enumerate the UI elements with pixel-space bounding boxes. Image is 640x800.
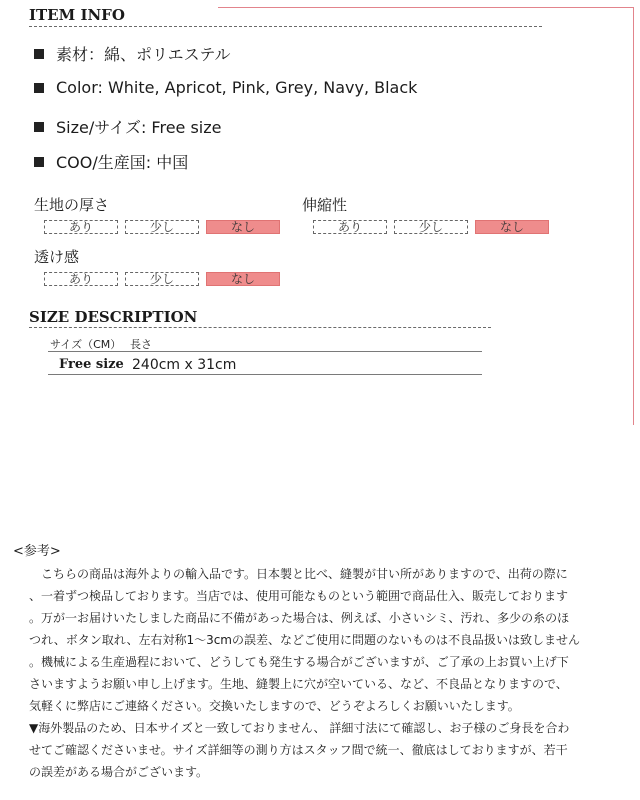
size-description-divider xyxy=(29,327,491,328)
info-row-text: Size/サイズ: Free size xyxy=(56,118,222,137)
size-description-title: SIZE DESCRIPTION xyxy=(29,308,198,326)
stretch-option-little: 少し xyxy=(394,220,468,234)
reference-line: 、一着ずつ検品しております。当店では、使用可能なものという範囲で商品仕入、販売しております xyxy=(29,589,569,603)
reference-line: つれ、ボタン取れ、左右対称1～3cmの誤差、などご使用に問題のないものは不良品扱いは致しません xyxy=(29,633,581,647)
decorative-frame-right xyxy=(633,7,634,425)
info-row-coo xyxy=(34,150,188,173)
info-row-text: Color: White, Apricot, Pink, Grey, Navy, Black xyxy=(56,78,418,97)
item-info-divider xyxy=(29,26,542,27)
info-row-text: COO/生産国: 中国 xyxy=(56,153,189,172)
info-row-color xyxy=(34,78,417,97)
reference-line: の誤差がある場合がございます。 xyxy=(29,765,209,779)
sheer-option-little: 少し xyxy=(125,272,199,286)
info-row-size xyxy=(34,115,222,138)
info-row-material xyxy=(34,42,231,65)
sheer-option-yes: あり xyxy=(44,272,118,286)
thickness-option-little: 少し xyxy=(125,220,199,234)
sheer-label: 透け感 xyxy=(34,248,80,266)
reference-title: <参考> xyxy=(13,544,61,559)
square-bullet-icon xyxy=(34,83,44,93)
stretch-option-none: なし xyxy=(475,220,549,234)
size-header-rule xyxy=(48,351,482,352)
thickness-label: 生地の厚さ xyxy=(34,196,110,214)
stretch-option-yes: あり xyxy=(313,220,387,234)
thickness-option-yes: あり xyxy=(44,220,118,234)
reference-line: こちらの商品は海外よりの輸入品です。日本製と比べ、縫製が甘い所がありますので、出荷の際に xyxy=(29,567,568,581)
thickness-option-none: なし xyxy=(206,220,280,234)
size-row-value: 240cm x 31cm xyxy=(132,357,237,373)
reference-line: せてご確認くださいませ。サイズ詳細等の測り方はスタッフ間で統一、徹底はしておりますが、若干 xyxy=(29,743,568,757)
decorative-frame-top xyxy=(218,7,633,8)
reference-line: さいますようお願い申し上げます。生地、縫製上に穴が空いている、など、不良品となりますので、 xyxy=(29,677,568,691)
info-row-text: 素材：綿、ポリエステル xyxy=(56,45,231,64)
sheer-option-none: なし xyxy=(206,272,280,286)
square-bullet-icon xyxy=(34,157,44,167)
stretch-label: 伸縮性 xyxy=(302,196,348,214)
size-header-size: サイズ（CM） xyxy=(50,338,122,351)
size-row-rule xyxy=(48,374,482,375)
size-row-label: Free size xyxy=(59,357,124,372)
square-bullet-icon xyxy=(34,49,44,59)
item-info-title: ITEM INFO xyxy=(29,6,125,24)
square-bullet-icon xyxy=(34,122,44,132)
reference-line: 気軽くに弊店にご連絡ください。交換いたしますので、どうぞよろしくお願いいたします。 xyxy=(29,699,520,713)
reference-line: 。万が一お届けいたしました商品に不備があった場合は、例えば、小さいシミ、汚れ、多少の糸のほ xyxy=(29,611,570,625)
size-header-length: 長さ xyxy=(130,338,152,351)
reference-line: ▼海外製品のため、日本サイズと一致しておりません、 詳細寸法にて確認し、お子様のご身長を合わ xyxy=(29,721,570,735)
reference-line: 。機械による生産過程において、どうしても発生する場合がございますが、ご了承の上お買い上げ下 xyxy=(29,655,569,669)
